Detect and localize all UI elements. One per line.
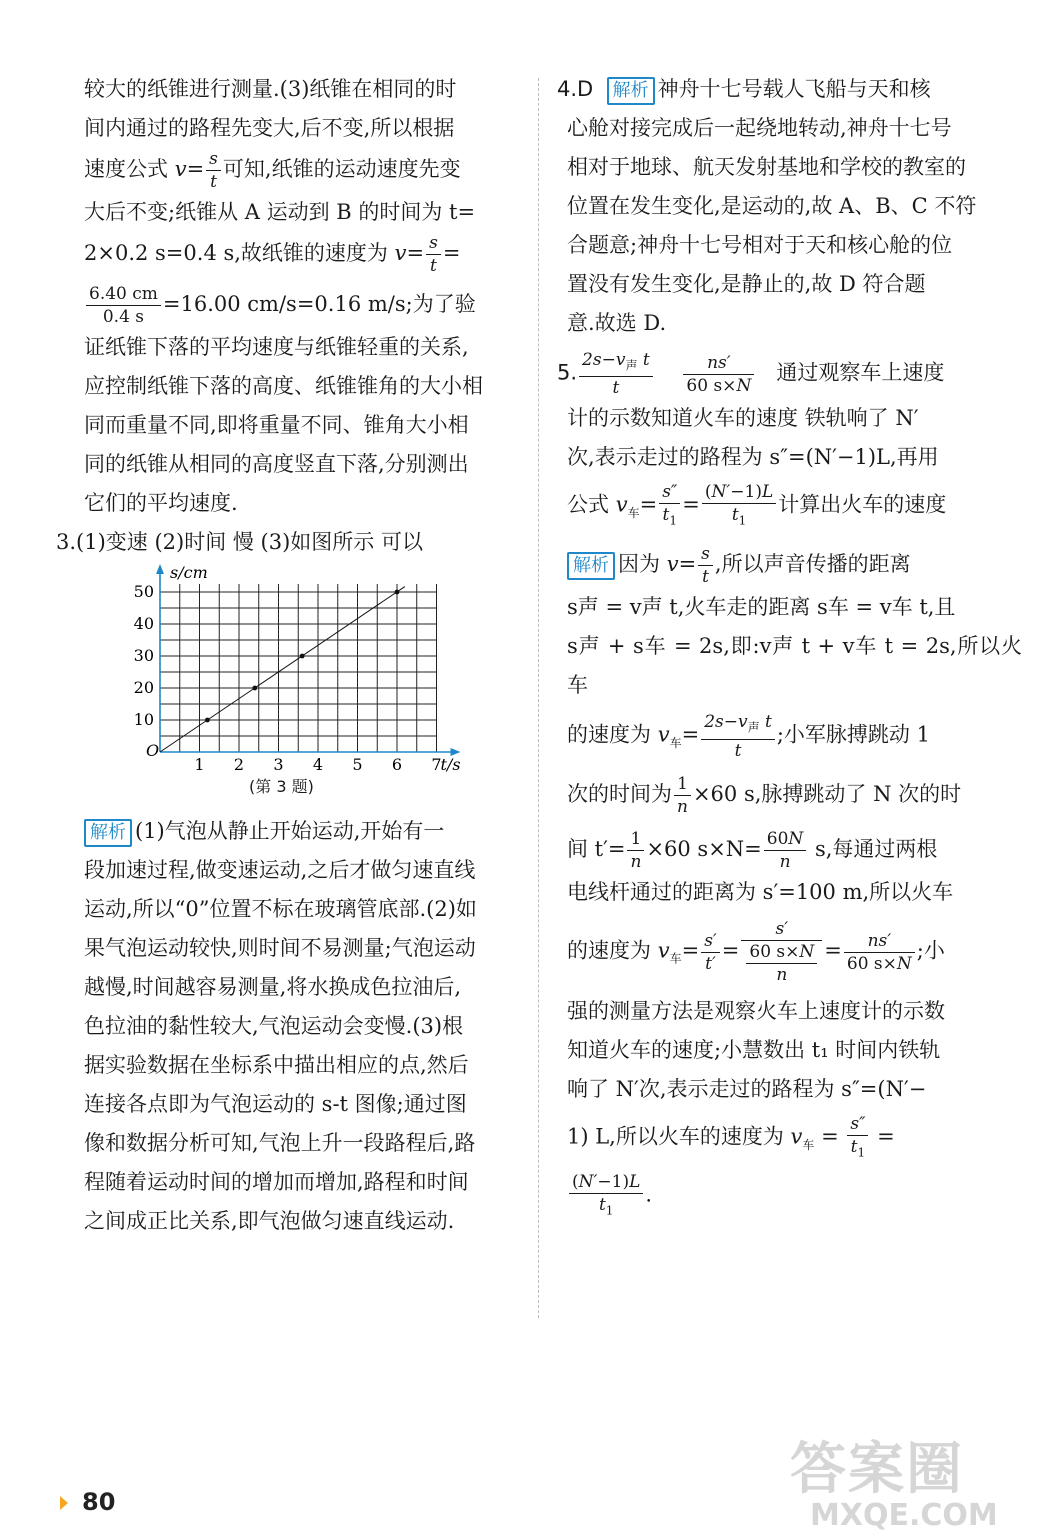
text-line: 像和数据分析可知,气泡上升一段路程后,路 [84,1131,476,1155]
text-line: 心舱对接完成后一起绕地转动,神舟十七号 [567,116,952,140]
y-tick-label: 50 [133,582,154,601]
text-line: 4.D 解析 神舟十七号载人飞船与天和核 [557,70,1022,109]
y-tick-label: 10 [133,710,154,729]
text-line: 公式 $v_车=$ $\frac{s''}{t_1}$ = $\frac{(N'-1)L}{t_1}$ 计算出火车的速度 [567,482,947,528]
text-line: 大后不变;纸锥从 A 运动到 B 的时间为 t= [84,200,476,224]
text-line: 响了 N′次,表示走过的路程为 s″=(N′− [567,1077,927,1102]
fraction: $\frac{s}{t}$ [206,148,221,193]
x-tick-label: 3 [273,755,284,772]
left-column [56,70,522,1241]
text-line: 的速度为 $v_车=$ $\frac{2s-v_声 t}{t}$ ;小军脉搏跳动 1 [567,712,930,761]
data-point [395,590,400,595]
text-line: 间 t′= $\frac{1}{n}$ ×60 s×N= $\frac{60N}{n}$ s,每通过两根 [567,829,938,873]
data-point [205,718,210,723]
text-line: 置没有发生变化,是静止的,故 D 符合题 [567,272,926,296]
y-axis-arrow [156,564,164,574]
x-tick-label: 5 [352,755,363,772]
text-line: s声 = v声 t,火车走的距离 s车 = v车 t,且 [567,595,956,620]
question-4-answer: 4.D [557,77,594,101]
text-line: 间内通过的路程先变大,后不变,所以根据 [84,116,455,140]
text-line: 越慢,时间越容易测量,将水换成色拉油后, [84,975,462,999]
text-line: 强的测量方法是观察火车上速度计的示数 [567,999,945,1024]
question-3: 3.(1)变速 (2)时间 慢 (3)如图所示 可以 [56,530,423,554]
analysis-badge: 解析 [567,552,615,580]
text-line: 之间成正比关系,即气泡做匀速直线运动. [84,1209,455,1233]
x-tick-label: 4 [312,755,324,772]
st-chart-svg [74,562,522,772]
y-axis-label: s/cm [170,563,208,582]
text-line: 果气泡运动较快,则时间不易测量;气泡运动 [84,936,476,960]
page-number: 80 [82,1488,116,1516]
text-line: 运动,所以“0”位置不标在玻璃管底部.(2)如 [84,897,477,921]
text-line: 它们的平均速度. [84,491,238,515]
analysis-badge: 解析 [84,819,132,847]
text-line: 5. $\frac{2s-v_声 t}{t}$ $\frac{ns'}{60 s\times N}$ 通过观察车上速度 [557,350,945,399]
x-axis-label: t/s [440,755,461,772]
text-line: 2×0.2 s=0.4 s,故纸锥的速度为 v= $\frac{s}{t}$ = [84,233,461,276]
watermark-logo [790,1437,1020,1533]
text-line: 同而重量不同,即将重量不同、锥角大小相 [84,413,469,437]
text-line: 意.故选 D. [567,311,667,335]
text-line: $\frac{6.40 cm}{0.4 s}$ =16.00 cm/s=0.16 m/s;为了验 [84,283,522,328]
x-tick-label: 6 [391,755,403,772]
column-divider [538,78,539,1318]
right-column [557,70,1022,1221]
y-tick-label: 40 [133,614,154,633]
chart-caption: (第 3 题) [249,777,314,796]
text-line: $\frac{(N'-1)L}{t_1}$ . [557,1171,1022,1221]
watermark-url: MXQE.COM [810,1498,998,1533]
y-tick-label: 20 [133,678,154,697]
page-marker-icon [60,1496,68,1510]
text-line: 段加速过程,做变速运动,之后才做匀速直线 [84,858,476,882]
text-line: 计的示数知道火车的速度 铁轨响了 N′ [567,406,919,431]
x-tick-label: 7 [431,755,442,772]
text-line: 据实验数据在坐标系中描出相应的点,然后 [84,1053,469,1077]
text-line: 应控制纸锥下落的高度、纸锥锥角的大小相 [84,374,483,398]
text-line: 色拉油的黏性较大,气泡运动会变慢.(3)根 [84,1014,464,1038]
text-line: 合题意;神舟十七号相对于天和核心舱的位 [567,233,953,257]
text-line: 程随着运动时间的增加而增加,路程和时间 [84,1170,469,1194]
text-line: 电线杆通过的距离为 s′=100 m,所以火车 [567,880,954,905]
watermark-text: 答案圈 [790,1437,964,1502]
data-point [252,686,257,691]
text-line: 知道火车的速度;小慧数出 t₁ 时间内铁轨 [567,1038,941,1063]
fraction: $\frac{6.40 cm}{0.4 s}$ [86,283,161,328]
st-chart [74,562,522,812]
text-line: 位置在发生变化,是运动的,故 A、B、C 不符 [567,194,977,218]
x-tick-label: 2 [233,755,245,772]
text-line: 的速度为 $v_车=$ $\frac{s'}{t'}$ = $\frac{s'}{\frac{60 s\times N}{n}}$ = $\frac{ns'}{60 s\times N}$ ;小 [567,919,945,986]
text-line: 同的纸锥从相同的高度竖直下落,分别测出 [84,452,469,476]
origin-label: O [146,741,160,760]
text-line: 证纸锥下落的平均速度与纸锥轻重的关系, [84,335,469,359]
data-point [300,654,305,659]
y-tick-label: 30 [133,646,154,665]
analysis-badge: 解析 [607,77,655,105]
data-line [160,587,405,752]
text-line: 速度公式 v= $\frac{s}{t}$ 可知,纸锥的运动速度先变 [84,149,461,192]
text-line: 次的时间为 $\frac{1}{n}$ ×60 s,脉搏跳动了 N 次的时 [567,774,962,818]
x-tick-label: 1 [194,755,205,772]
fraction: $\frac{2s-v_声 t}{t}$ [579,349,653,399]
text-line: 1) L,所以火车的速度为 $v_车$ = $\frac{s''}{t_1}$ = [567,1114,895,1160]
text-line: 相对于地球、航天发射基地和学校的教室的 [567,155,966,179]
text-line: 解析 因为 v= $\frac{s}{t}$ ,所以声音传播的距离 [557,543,1022,588]
text-line: 较大的纸锥进行测量.(3)纸锥在相同的时 [84,77,457,101]
text-line: s声 + s车 = 2s,即:v声 t + v车 t = 2s,所以火车 [567,634,1022,698]
text-line: 连接各点即为气泡运动的 s-t 图像;通过图 [84,1092,467,1116]
text-line: 解析 (1)气泡从静止开始运动,开始有一 [84,812,522,851]
fraction: $\frac{ns'}{60 s\times N}$ [683,352,754,397]
text-line: 次,表示走过的路程为 s″=(N′−1)L,再用 [567,445,939,470]
